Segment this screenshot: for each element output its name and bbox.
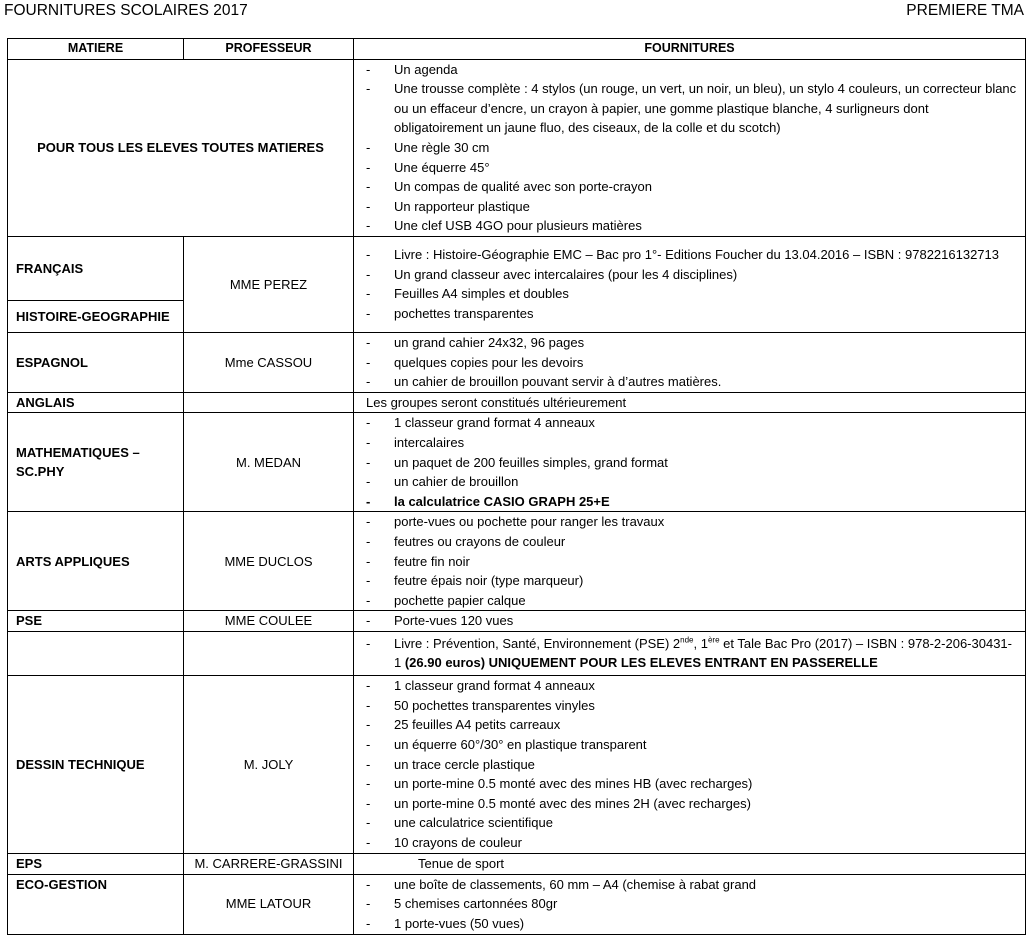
prof-dessin: M. JOLY <box>184 675 354 853</box>
list-item: - 1 classeur grand format 4 anneaux <box>362 676 1017 696</box>
list-item: - Un compas de qualité avec son porte-crayon <box>362 177 1017 197</box>
table-header-row <box>8 39 1026 60</box>
list-item: - Une trousse complète : 4 stylos (un rouge, un vert, un noir, un bleu), un stylo 4 couleurs, un correcteur blanc ou un effaceur d’encre, un crayon à papier, une gomme plastique blanche, 4 surligneurs dont obligatoirement un jaune fluo, des ciseaux, de la colle et du scotch) <box>362 79 1017 138</box>
supplies-maths <box>354 413 1026 512</box>
supplies-table <box>7 38 1026 935</box>
list-item: - Un agenda <box>362 60 1017 80</box>
list-item: - une boîte de classements, 60 mm – A4 (chemise à rabat grand <box>362 875 1017 895</box>
list-item: - un porte-mine 0.5 monté avec des mines 2H (avec recharges) <box>362 794 1017 814</box>
subject-dessin: DESSIN TECHNIQUE <box>8 675 184 853</box>
supplies-anglais <box>354 392 1026 413</box>
subject-maths: MATHEMATIQUES – SC.PHY <box>8 413 184 512</box>
prof-arts: MME DUCLOS <box>184 512 354 611</box>
list-item: - 1 classeur grand format 4 anneaux <box>362 413 1017 433</box>
list-item: - un grand cahier 24x32, 96 pages <box>362 333 1017 353</box>
list-item: - 50 pochettes transparentes vinyles <box>362 696 1017 716</box>
list-item: - une calculatrice scientifique <box>362 813 1017 833</box>
book-text-3: et Tale Bac Pro (2017) – ISBN : 978-2-206-30431-1 <box>394 635 1012 671</box>
supplies-espagnol <box>354 332 1026 392</box>
list-item: - intercalaires <box>362 433 1017 453</box>
list-item-pse-book <box>362 634 1017 673</box>
eps-note: Tenue de sport <box>418 855 505 871</box>
list-item: - feutre fin noir <box>362 552 1017 572</box>
table-row <box>8 874 1026 934</box>
table-row <box>8 631 1026 675</box>
book-text-2: , 1 <box>693 635 708 651</box>
list-item: - pochettes transparentes <box>362 304 1017 324</box>
subject-pse: PSE <box>8 611 184 632</box>
supplies-eps <box>354 853 1026 874</box>
supplies-eco <box>354 874 1026 934</box>
supplies-pse-book <box>354 631 1026 675</box>
list-item-calculator: - la calculatrice CASIO GRAPH 25+E <box>362 492 1017 512</box>
list-item: - un cahier de brouillon <box>362 472 1017 492</box>
list-item: - Porte-vues 120 vues <box>362 611 1017 631</box>
list-item: - Feuilles A4 simples et doubles <box>362 284 1017 304</box>
anglais-note: Les groupes seront constitués ultérieurement <box>366 394 627 410</box>
book-sup-1: nde <box>680 635 694 645</box>
list-item: - un équerre 60°/30° en plastique transparent <box>362 735 1017 755</box>
subject-arts: ARTS APPLIQUES <box>8 512 184 611</box>
list-item: - un trace cercle plastique <box>362 755 1017 775</box>
subject-espagnol: ESPAGNOL <box>8 332 184 392</box>
prof-eps: M. CARRERE-GRASSINI <box>184 853 354 874</box>
column-header-professeur: PROFESSEUR <box>184 39 354 60</box>
subject-histoire: HISTOIRE-GEOGRAPHIE <box>8 300 184 332</box>
list-item: - 10 crayons de couleur <box>362 833 1017 853</box>
list-item: - Un grand classeur avec intercalaires (pour les 4 disciplines) <box>362 265 1017 285</box>
prof-anglais <box>184 392 354 413</box>
prof-maths: M. MEDAN <box>184 413 354 512</box>
book-text-1: Livre : Prévention, Santé, Environnement (PSE) 2 <box>394 635 681 651</box>
list-item: - pochette papier calque <box>362 591 1017 611</box>
list-item: - 25 feuilles A4 petits carreaux <box>362 715 1017 735</box>
list-item: - Une règle 30 cm <box>362 138 1017 158</box>
class-label: PREMIERE TMA <box>906 2 1024 19</box>
subject-eps: EPS <box>8 853 184 874</box>
list-item: - feutre épais noir (type marqueur) <box>362 571 1017 591</box>
subject-eco: ECO-GESTION <box>8 874 184 934</box>
list-item: - Un rapporteur plastique <box>362 197 1017 217</box>
empty-cell <box>184 631 354 675</box>
subject-francais: FRANÇAIS <box>8 236 184 300</box>
table-row <box>8 675 1026 853</box>
empty-cell <box>8 631 184 675</box>
list-item: - un cahier de brouillon pouvant servir à d’autres matières. <box>362 372 1017 392</box>
subject-anglais: ANGLAIS <box>8 392 184 413</box>
table-row <box>8 236 1026 300</box>
list-item: - porte-vues ou pochette pour ranger les travaux <box>362 512 1017 532</box>
book-note: UNIQUEMENT POUR LES ELEVES ENTRANT EN PASSERELLE <box>485 655 878 671</box>
list-item: - feutres ou crayons de couleur <box>362 532 1017 552</box>
supplies-dessin <box>354 675 1026 853</box>
list-item: - quelques copies pour les devoirs <box>362 353 1017 373</box>
list-item: - un paquet de 200 feuilles simples, grand format <box>362 453 1017 473</box>
list-item: - Une équerre 45° <box>362 158 1017 178</box>
list-item: - Livre : Histoire-Géographie EMC – Bac pro 1°- Editions Foucher du 13.04.2016 – ISBN : 9782216132713 <box>362 245 1017 265</box>
book-price: (26.90 euros) <box>404 655 486 671</box>
table-row <box>8 332 1026 392</box>
column-header-fournitures: FOURNITURES <box>354 39 1026 60</box>
prof-espagnol: Mme CASSOU <box>184 332 354 392</box>
column-header-matiere: MATIERE <box>8 39 184 60</box>
document-title: FOURNITURES SCOLAIRES 2017 <box>4 2 248 19</box>
list-item: - un porte-mine 0.5 monté avec des mines HB (avec recharges) <box>362 774 1017 794</box>
table-row <box>8 512 1026 611</box>
list-item: - 1 porte-vues (50 vues) <box>362 914 1017 934</box>
subject-all: POUR TOUS LES ELEVES TOUTES MATIERES <box>8 59 354 236</box>
prof-eco: MME LATOUR <box>184 874 354 934</box>
table-row <box>8 611 1026 632</box>
supplies-all <box>354 59 1026 236</box>
prof-francais: MME PEREZ <box>184 236 354 332</box>
table-row <box>8 59 1026 236</box>
book-sup-2: ère <box>707 635 720 645</box>
list-item: - Une clef USB 4GO pour plusieurs matières <box>362 216 1017 236</box>
supplies-pse <box>354 611 1026 632</box>
supplies-arts <box>354 512 1026 611</box>
table-row <box>8 853 1026 874</box>
table-row <box>8 392 1026 413</box>
prof-pse: MME COULEE <box>184 611 354 632</box>
table-row <box>8 413 1026 512</box>
supplies-francais <box>354 236 1026 332</box>
list-item: - 5 chemises cartonnées 80gr <box>362 894 1017 914</box>
